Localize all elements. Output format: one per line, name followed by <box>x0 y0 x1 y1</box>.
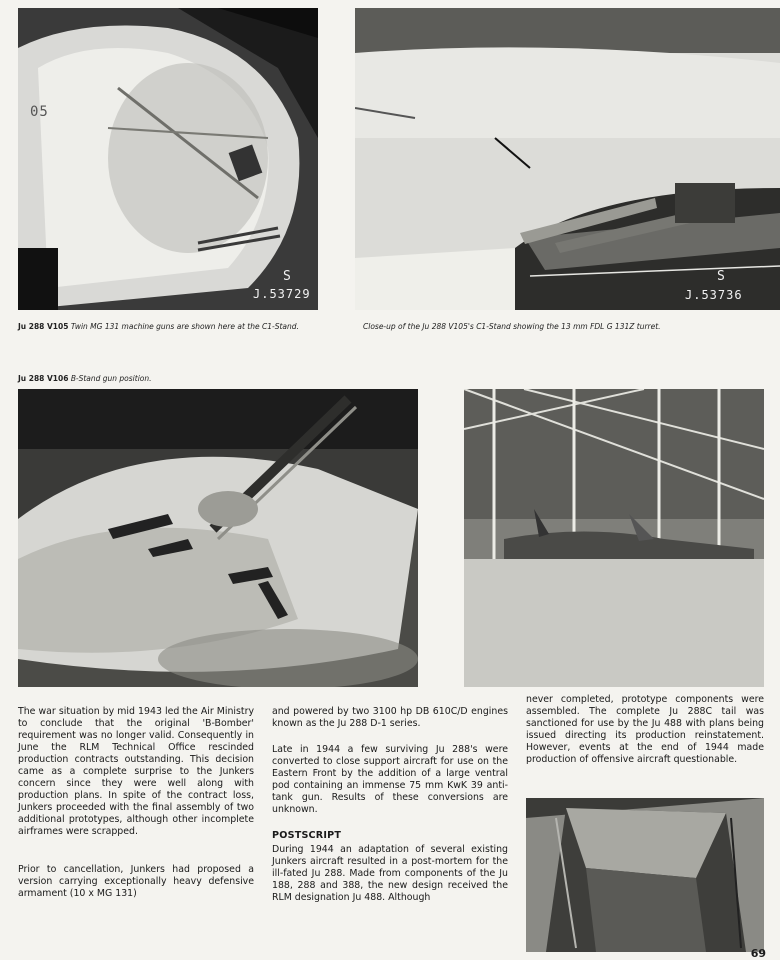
article-column-1 <box>18 706 254 914</box>
article-paragraph: The war situation by mid 1943 led the Air Ministry to conclude that the original 'B-Bomber' requirement was no longer valid. Consequently in June the RLM Technical Office rescinded production contracts outstanding. This decision came as a complete surprise to the Junkers concern since they were well along with production plans. In spite of the contract loss, Junkers proceeded with the final assembly of two additional prototypes, although other incomplete airframes were scrapped. <box>18 706 254 838</box>
caption-bold-aircraft: Ju 288 V105 <box>18 322 69 331</box>
article-paragraph: Late in 1944 a few surviving Ju 288's were converted to close support aircraft for use on the Eastern Front by the addition of a large ventral pod containing an immense 75 mm KwK 39 anti-tank gun. Results of these conversions are unknown. <box>272 744 508 816</box>
article-paragraph: and powered by two 3100 hp DB 610C/D engines known as the Ju 288 D-1 series. <box>272 706 508 730</box>
photo-b-stand-gun <box>18 389 418 687</box>
photo-b-stand-gun-image <box>18 389 418 687</box>
photo-c1-stand-twin-mg <box>18 8 318 310</box>
article-paragraph: Prior to cancellation, Junkers had proposed a version carrying exceptionally heavy defensive armament (10 x MG 131) <box>18 864 254 900</box>
photo-c1-stand-twin-mg-image <box>18 8 318 310</box>
photo-tail-section-image <box>526 798 764 952</box>
article-column-3 <box>526 694 764 780</box>
photo-stamp-s: S <box>283 269 292 284</box>
page-number: 69 <box>750 947 766 960</box>
article-paragraph: never completed, prototype components were assembled. The complete Ju 288C tail was sanctioned for use by the Ju 488 with plans being issued directing its production reinstatement. However, events at the end of 1944 made production of offensive aircraft questionable. <box>526 694 764 766</box>
article-paragraph: During 1944 an adaptation of several existing Junkers aircraft resulted in a post-mortem for the ill-fated Ju 288. Made from components of the Ju 188, 288 and 388, the new design received the RLM designation Ju 488. Although <box>272 843 508 903</box>
photo-hull-code: 05 <box>30 104 49 120</box>
photo-hangar <box>464 389 764 687</box>
caption-c1-stand-twin-mg <box>18 322 318 332</box>
photo-c1-stand-closeup-image <box>355 8 780 310</box>
photo-tail-section <box>526 798 764 952</box>
caption-text: B-Stand gun position. <box>68 374 152 383</box>
photo-stamp-s: S <box>717 269 726 284</box>
article-column-2 <box>272 706 508 918</box>
photo-stamp-number: J.53736 <box>685 288 743 302</box>
caption-bold-aircraft: Ju 288 V106 <box>18 374 69 383</box>
section-heading-postscript: POSTSCRIPT <box>272 830 342 842</box>
caption-b-stand <box>18 374 318 384</box>
caption-c1-stand-closeup <box>363 322 773 332</box>
photo-c1-stand-closeup <box>355 8 780 310</box>
photo-stamp-number: J.53729 <box>253 287 311 301</box>
caption-text: Close-up of the Ju 288 V105's C1-Stand showing the 13 mm FDL G 131Z turret. <box>363 322 661 331</box>
caption-text: Twin MG 131 machine guns are shown here at the C1-Stand. <box>68 322 299 331</box>
photo-hangar-image <box>464 389 764 687</box>
